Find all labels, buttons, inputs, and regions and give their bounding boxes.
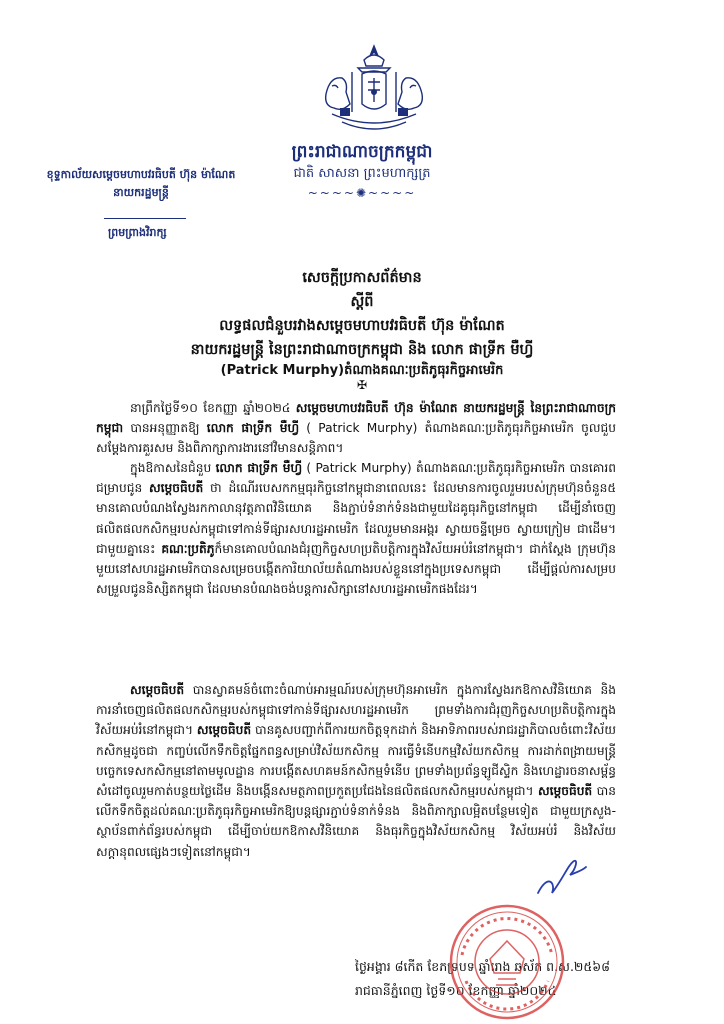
divider: [104, 218, 186, 219]
title-ornament: ✠: [356, 378, 368, 392]
paragraph-1: នាព្រឹកថ្ងៃទី១០ ខែកញ្ញា ឆ្នាំ២០២៤ សម្តេចមហាបវរធិបតី ហ៊ុន ម៉ាណែត នាយករដ្ឋមន្ត្រី នៃព្រះរាជាណាចក្រកម្ពុជា បានអនុញ្ញាតឱ្យ លោក ផាទ្រីក មឺហ្វី ( Patrick Murphy) តំណាងគណៈប្រតិភូធុរកិច្ចអាមេរិក ចូលជួបសម្តែងការគួរសម និងពិភាក្សាការងារនៅវិមានសន្តិភាព។: [96, 401, 616, 456]
title-line-2: ស្តីពី: [350, 294, 374, 310]
title-line-4: នាយករដ្ឋមន្ត្រី នៃព្រះរាជាណាចក្រកម្ពុជា និង លោក ផាទ្រីក មឺហ្វី: [190, 342, 534, 358]
national-motto: ជាតិ សាសនា ព្រះមហាក្សត្រ: [293, 166, 431, 181]
lunar-date: ថ្ងៃអង្គារ ៨កើត ខែភទ្របទ ឆ្នាំរោង ឆស័ក ព.ស.២៥៦៨: [355, 959, 610, 974]
title-line-5: (Patrick Murphy)តំណាងគណៈប្រតិភូធុរកិច្ចអាមេរិក: [220, 363, 504, 378]
issuing-office: [26, 166, 256, 202]
paragraph-3: សម្តេចធិបតី បានស្វាគមន៍ចំពោះចំណាប់អារម្មណ៍របស់ក្រុមហ៊ុនអាមេរិក ក្នុងការស្វែងរកឱកាសវិនិយោគ និងការនាំចេញផលិតផលកសិកម្មរបស់កម្ពុជាទៅកាន់ទីផ្សារសហរដ្ឋអាមេរិក ព្រមទាំងការជំរុញកិច្ចសហប្រតិបត្តិការក្នុងវិស័យអប់រំនៅកម្ពុជា។ សម្តេចធិបតី បានគូសបញ្ជាក់ពីការយកចិត្តទុកដាក់ និងអាទិភាពរបស់រាជរដ្ឋាភិបាលចំពោះវិស័យកសិកម្មដូចជា កញ្ចប់លើកទឹកចិត្តផ្នែកពន្ធសម្រាប់វិស័យកសិកម្ម ការធ្វើទំនើបកម្មវិស័យកសិកម្ម ការដាក់ពង្រាយមន្ត្រីបច្ចេកទេសកសិកម្មនៅតាមមូលដ្ឋាន ការបង្កើតសហគមន៍កសិកម្មទំនើប ព្រមទាំងប្រព័ន្ធឡូជីស្ទិក និងហេដ្ឋារចនាសម្ព័ន្ធ សំដៅចូលរួមកាត់បន្ថយថ្លៃដើម និងបង្កើនសមត្ថភាពប្រកួតប្រជែងនៃផលិតផលកសិកម្មរបស់កម្ពុជា។ សម្តេចធិបតី បានលើកទឹកចិត្តដល់គណៈប្រតិភូធុរកិច្ចអាមេរិកឱ្យបន្តផ្សារភ្ជាប់ទំនាក់ទំនង និងពិភាក្សាលម្អិតបន្ថែមទៀត ជាមួយក្រសួង-ស្ថាប័នពាក់ព័ន្ធរបស់កម្ពុជា ដើម្បីចាប់យកឱកាសវិនិយោគ និងធុរកិច្ចក្នុងវិស័យកសិកម្ម វិស័យអប់រំ និងវិស័យសក្តានុពលផ្សេងៗទៀតនៅកម្ពុជា។: [96, 683, 616, 859]
paragraph-2: ក្នុងឱកាសនៃជំនួប លោក ផាទ្រីក មឺហ្វី ( Patrick Murphy) តំណាងគណៈប្រតិភូធុរកិច្ចអាមេរិក បានគោរពជម្រាបជូន សម្តេចធិបតី ថា ដំណើរបេសកកម្មធុរកិច្ចនៅកម្ពុជានាពេលនេះ ដែលមានការចូលរួមរបស់ក្រុមហ៊ុនចំនួន៥ មានគោលបំណងស្វែងរកកាលានុវត្តភាពវិនិយោគ និងភ្ជាប់ទំនាក់ទំនងជាមួយដៃគូធុរកិច្ចនៅកម្ពុជា ដើម្បីនាំចេញផលិតផលកសិកម្មរបស់កម្ពុជាទៅកាន់ទីផ្សារសហរដ្ឋអាមេរិក ដែលរួមមានអង្ករ ស្វាយចន្ទីម្រេច ស្វាយក្រៀម ជាដើម។ ជាមួយគ្នានេះ គណៈប្រតិភូក៏មានគោលបំណងជំរុញកិច្ចសហប្រតិបត្តិការក្នុងវិស័យអប់រំនៅកម្ពុជា។ ជាក់ស្តែង ក្រុមហ៊ុនមួយនៅសហរដ្ឋអាមេរិកបានសម្រេចបង្កើតការិយាល័យតំណាងរបស់ខ្លួននៅក្នុងប្រទេសកម្ពុជា ដើម្បីផ្តល់ការសម្របសម្រួលជូននិស្សិតកម្ពុជា ដែលមានបំណងចង់បន្តការសិក្សានៅសហរដ្ឋអាមេរិកផងដែរ។: [96, 461, 617, 597]
signature-icon: [534, 853, 590, 901]
decorative-ornament: ~~~~✺~~~~: [307, 186, 417, 200]
royal-coat-of-arms-icon: [312, 42, 436, 140]
office-line-1: ខុទ្ទកាល័យសម្តេចមហាបវរធិបតី ហ៊ុន ម៉ាណែត: [46, 168, 236, 181]
office-line-2: នាយករដ្ឋមន្ត្រី: [113, 186, 169, 199]
title-line-3: លទ្ធផលជំនួបរវាងសម្តេចមហាបវរធិបតី ហ៊ុន ម៉ាណែត: [219, 318, 505, 334]
archive-label: ព្រមព្រាងវិរាក្ស: [108, 226, 167, 239]
document-title: [0, 266, 724, 362]
place-and-date: រាជធានីភ្នំពេញ ថ្ងៃទី១០ ខែកញ្ញា ឆ្នាំ២០២៤: [355, 983, 557, 998]
official-seal-icon: [448, 903, 566, 1021]
title-line-1: សេចក្តីប្រកាសព័ត៌មាន: [302, 270, 422, 286]
kingdom-heading: ព្រះរាជាណាចក្រកម្ពុជា: [291, 142, 433, 162]
